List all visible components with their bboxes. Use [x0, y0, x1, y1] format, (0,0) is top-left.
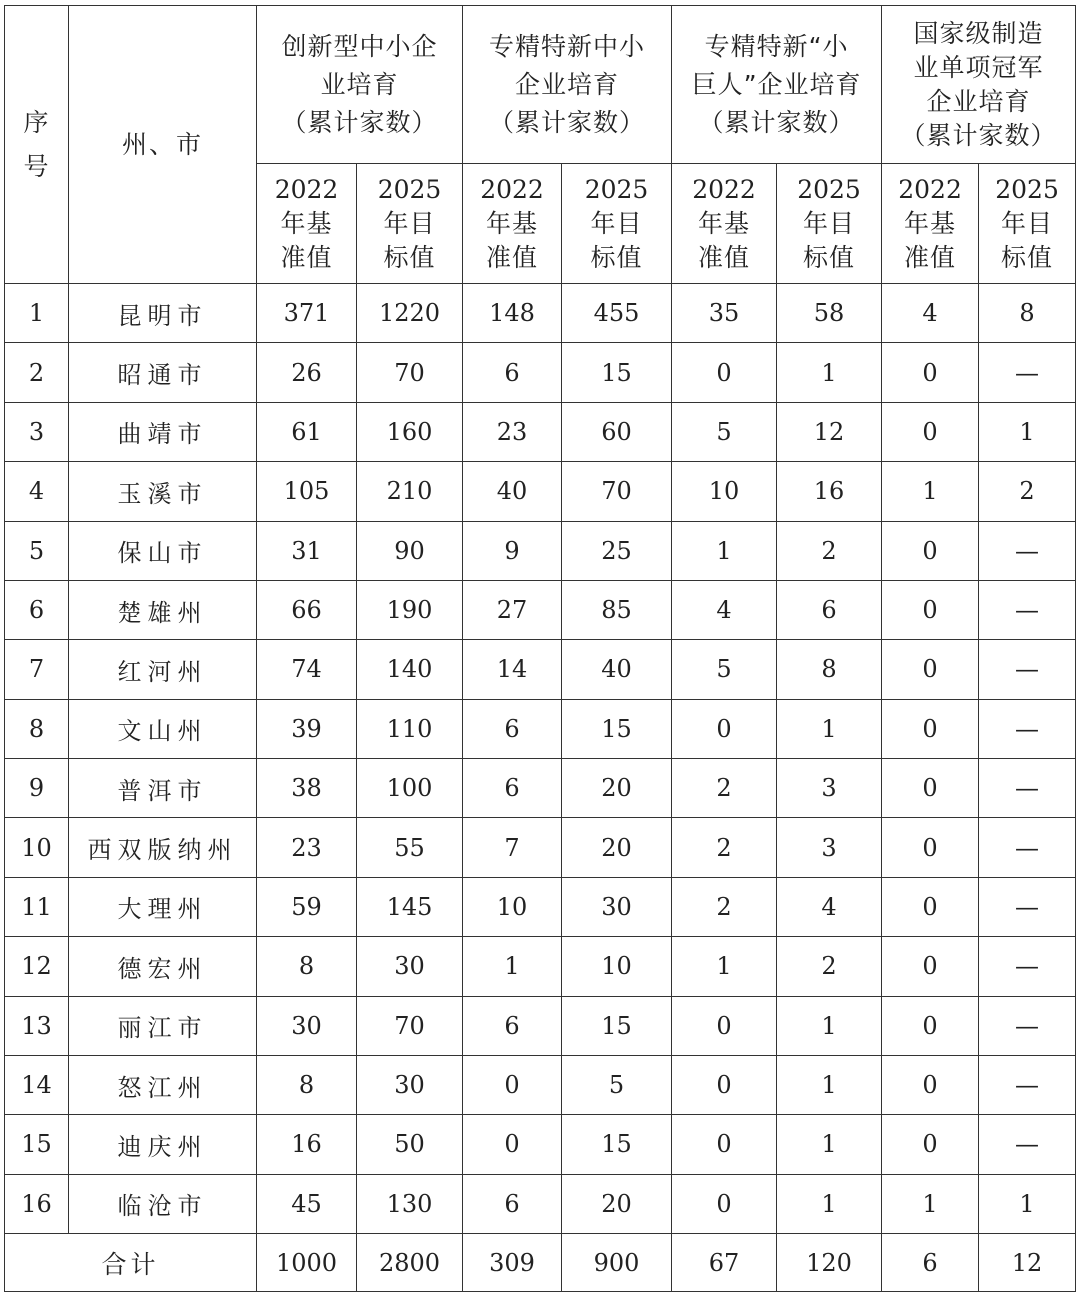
- value-cell: 130: [357, 1174, 463, 1233]
- row-index: 8: [5, 699, 69, 758]
- value-cell: 40: [562, 640, 672, 699]
- index-header: 序 号: [5, 6, 69, 284]
- value-cell: 0: [882, 580, 979, 639]
- value-cell: 30: [357, 937, 463, 996]
- value-cell: 0: [672, 699, 777, 758]
- value-cell: 210: [357, 462, 463, 521]
- value-cell: 30: [357, 1055, 463, 1114]
- group-header-single-champion: 国家级制造 业单项冠军 企业培育 （累计家数）: [882, 6, 1076, 164]
- header-row-groups: [5, 6, 1076, 164]
- value-cell: 1: [777, 1115, 882, 1174]
- value-cell: —: [979, 580, 1076, 639]
- value-cell: 0: [882, 1115, 979, 1174]
- total-value: 67: [672, 1234, 777, 1292]
- value-cell: 6: [463, 1174, 562, 1233]
- table-row: [5, 640, 1076, 699]
- value-cell: 8: [777, 640, 882, 699]
- value-cell: 9: [463, 521, 562, 580]
- value-cell: 50: [357, 1115, 463, 1174]
- value-cell: 2: [777, 521, 882, 580]
- total-value: 12: [979, 1234, 1076, 1292]
- value-cell: 74: [257, 640, 357, 699]
- value-cell: 8: [979, 284, 1076, 343]
- value-cell: 27: [463, 580, 562, 639]
- value-cell: 0: [672, 1055, 777, 1114]
- value-cell: 1220: [357, 284, 463, 343]
- value-cell: —: [979, 937, 1076, 996]
- region-name: 昭通市: [69, 343, 257, 402]
- value-cell: 0: [882, 402, 979, 461]
- table-row: [5, 343, 1076, 402]
- region-name: 德宏州: [69, 937, 257, 996]
- table-row: [5, 462, 1076, 521]
- year-subheader-7: 2025 年目 标值: [979, 164, 1076, 284]
- year-subheader-1: 2025 年目 标值: [357, 164, 463, 284]
- total-value: 6: [882, 1234, 979, 1292]
- region-name: 大理州: [69, 877, 257, 936]
- value-cell: 23: [257, 818, 357, 877]
- total-label: 合计: [5, 1234, 257, 1292]
- value-cell: 20: [562, 759, 672, 818]
- value-cell: —: [979, 877, 1076, 936]
- value-cell: 100: [357, 759, 463, 818]
- table-row: [5, 1055, 1076, 1114]
- value-cell: 8: [257, 1055, 357, 1114]
- value-cell: 0: [882, 521, 979, 580]
- table-row: [5, 818, 1076, 877]
- value-cell: 1: [777, 699, 882, 758]
- value-cell: 1: [672, 937, 777, 996]
- value-cell: 2: [672, 818, 777, 877]
- value-cell: 14: [463, 640, 562, 699]
- total-value: 2800: [357, 1234, 463, 1292]
- value-cell: 8: [257, 937, 357, 996]
- value-cell: 6: [463, 343, 562, 402]
- value-cell: 1: [882, 462, 979, 521]
- value-cell: 10: [463, 877, 562, 936]
- row-index: 9: [5, 759, 69, 818]
- table-row: [5, 937, 1076, 996]
- region-name: 临沧市: [69, 1174, 257, 1233]
- region-name: 西双版纳州: [69, 818, 257, 877]
- region-header: 州、市: [69, 6, 257, 284]
- value-cell: 45: [257, 1174, 357, 1233]
- table-row: [5, 580, 1076, 639]
- value-cell: 90: [357, 521, 463, 580]
- total-row: [5, 1234, 1076, 1292]
- value-cell: 2: [672, 877, 777, 936]
- value-cell: 6: [463, 699, 562, 758]
- total-value: 1000: [257, 1234, 357, 1292]
- table-row: [5, 1115, 1076, 1174]
- value-cell: 1: [672, 521, 777, 580]
- value-cell: 455: [562, 284, 672, 343]
- value-cell: 0: [672, 343, 777, 402]
- value-cell: 1: [882, 1174, 979, 1233]
- value-cell: 38: [257, 759, 357, 818]
- value-cell: 110: [357, 699, 463, 758]
- region-name: 文山州: [69, 699, 257, 758]
- value-cell: 0: [882, 996, 979, 1055]
- value-cell: —: [979, 818, 1076, 877]
- value-cell: 15: [562, 996, 672, 1055]
- value-cell: 10: [562, 937, 672, 996]
- value-cell: 1: [979, 402, 1076, 461]
- region-name: 怒江州: [69, 1055, 257, 1114]
- region-name: 昆明市: [69, 284, 257, 343]
- row-index: 1: [5, 284, 69, 343]
- value-cell: 1: [979, 1174, 1076, 1233]
- value-cell: —: [979, 521, 1076, 580]
- value-cell: 0: [463, 1055, 562, 1114]
- value-cell: 30: [562, 877, 672, 936]
- value-cell: 0: [672, 1115, 777, 1174]
- value-cell: 85: [562, 580, 672, 639]
- value-cell: 371: [257, 284, 357, 343]
- value-cell: 16: [257, 1115, 357, 1174]
- value-cell: 2: [777, 937, 882, 996]
- value-cell: 39: [257, 699, 357, 758]
- year-subheader-3: 2025 年目 标值: [562, 164, 672, 284]
- region-name: 玉溪市: [69, 462, 257, 521]
- value-cell: 0: [882, 640, 979, 699]
- region-name: 红河州: [69, 640, 257, 699]
- value-cell: 0: [882, 1055, 979, 1114]
- value-cell: 5: [672, 640, 777, 699]
- value-cell: —: [979, 996, 1076, 1055]
- value-cell: 0: [882, 818, 979, 877]
- row-index: 11: [5, 877, 69, 936]
- value-cell: 1: [777, 1055, 882, 1114]
- value-cell: 66: [257, 580, 357, 639]
- value-cell: 16: [777, 462, 882, 521]
- value-cell: 4: [672, 580, 777, 639]
- region-name: 普洱市: [69, 759, 257, 818]
- group-header-innovative-sme: 创新型中小企 业培育 （累计家数）: [257, 6, 463, 164]
- value-cell: 58: [777, 284, 882, 343]
- table-row: [5, 521, 1076, 580]
- value-cell: 145: [357, 877, 463, 936]
- value-cell: 0: [882, 759, 979, 818]
- value-cell: 0: [672, 996, 777, 1055]
- row-index: 16: [5, 1174, 69, 1233]
- value-cell: 20: [562, 1174, 672, 1233]
- table-row: [5, 759, 1076, 818]
- value-cell: 20: [562, 818, 672, 877]
- region-name: 曲靖市: [69, 402, 257, 461]
- value-cell: 6: [463, 996, 562, 1055]
- table-row: [5, 877, 1076, 936]
- total-value: 309: [463, 1234, 562, 1292]
- value-cell: 6: [463, 759, 562, 818]
- value-cell: 0: [882, 937, 979, 996]
- year-subheader-6: 2022 年基 准值: [882, 164, 979, 284]
- value-cell: —: [979, 1055, 1076, 1114]
- year-subheader-2: 2022 年基 准值: [463, 164, 562, 284]
- value-cell: 23: [463, 402, 562, 461]
- value-cell: 59: [257, 877, 357, 936]
- row-index: 3: [5, 402, 69, 461]
- group-header-specialized-sme: 专精特新中小 企业培育 （累计家数）: [463, 6, 672, 164]
- row-index: 2: [5, 343, 69, 402]
- total-value: 120: [777, 1234, 882, 1292]
- row-index: 4: [5, 462, 69, 521]
- total-value: 900: [562, 1234, 672, 1292]
- value-cell: 0: [882, 343, 979, 402]
- value-cell: 35: [672, 284, 777, 343]
- row-index: 13: [5, 996, 69, 1055]
- value-cell: 6: [777, 580, 882, 639]
- value-cell: —: [979, 640, 1076, 699]
- value-cell: 25: [562, 521, 672, 580]
- value-cell: 0: [882, 877, 979, 936]
- row-index: 6: [5, 580, 69, 639]
- value-cell: 12: [777, 402, 882, 461]
- value-cell: 70: [357, 996, 463, 1055]
- value-cell: 3: [777, 818, 882, 877]
- value-cell: 1: [463, 937, 562, 996]
- value-cell: 190: [357, 580, 463, 639]
- table-row: [5, 996, 1076, 1055]
- value-cell: —: [979, 1115, 1076, 1174]
- region-name: 楚雄州: [69, 580, 257, 639]
- value-cell: 140: [357, 640, 463, 699]
- value-cell: 26: [257, 343, 357, 402]
- value-cell: 70: [562, 462, 672, 521]
- value-cell: 3: [777, 759, 882, 818]
- value-cell: 61: [257, 402, 357, 461]
- row-index: 15: [5, 1115, 69, 1174]
- value-cell: 15: [562, 699, 672, 758]
- value-cell: —: [979, 343, 1076, 402]
- region-name: 丽江市: [69, 996, 257, 1055]
- value-cell: 55: [357, 818, 463, 877]
- value-cell: 0: [672, 1174, 777, 1233]
- value-cell: 1: [777, 1174, 882, 1233]
- table-row: [5, 699, 1076, 758]
- value-cell: —: [979, 699, 1076, 758]
- value-cell: 30: [257, 996, 357, 1055]
- cultivation-targets-table: [4, 5, 1076, 1292]
- region-name: 保山市: [69, 521, 257, 580]
- value-cell: 4: [777, 877, 882, 936]
- row-index: 12: [5, 937, 69, 996]
- value-cell: 160: [357, 402, 463, 461]
- value-cell: 105: [257, 462, 357, 521]
- value-cell: 60: [562, 402, 672, 461]
- value-cell: 2: [979, 462, 1076, 521]
- year-subheader-4: 2022 年基 准值: [672, 164, 777, 284]
- row-index: 10: [5, 818, 69, 877]
- value-cell: 40: [463, 462, 562, 521]
- value-cell: 31: [257, 521, 357, 580]
- value-cell: 10: [672, 462, 777, 521]
- value-cell: 5: [562, 1055, 672, 1114]
- value-cell: 2: [672, 759, 777, 818]
- year-subheader-5: 2025 年目 标值: [777, 164, 882, 284]
- value-cell: 148: [463, 284, 562, 343]
- value-cell: 1: [777, 996, 882, 1055]
- row-index: 7: [5, 640, 69, 699]
- value-cell: 70: [357, 343, 463, 402]
- value-cell: 0: [463, 1115, 562, 1174]
- value-cell: 7: [463, 818, 562, 877]
- table-row: [5, 284, 1076, 343]
- table-row: [5, 402, 1076, 461]
- group-header-little-giant: 专精特新“小 巨人”企业培育 （累计家数）: [672, 6, 882, 164]
- value-cell: —: [979, 759, 1076, 818]
- value-cell: 5: [672, 402, 777, 461]
- value-cell: 15: [562, 343, 672, 402]
- year-subheader-0: 2022 年基 准值: [257, 164, 357, 284]
- row-index: 14: [5, 1055, 69, 1114]
- value-cell: 15: [562, 1115, 672, 1174]
- value-cell: 0: [882, 699, 979, 758]
- value-cell: 1: [777, 343, 882, 402]
- region-name: 迪庆州: [69, 1115, 257, 1174]
- row-index: 5: [5, 521, 69, 580]
- table-row: [5, 1174, 1076, 1233]
- value-cell: 4: [882, 284, 979, 343]
